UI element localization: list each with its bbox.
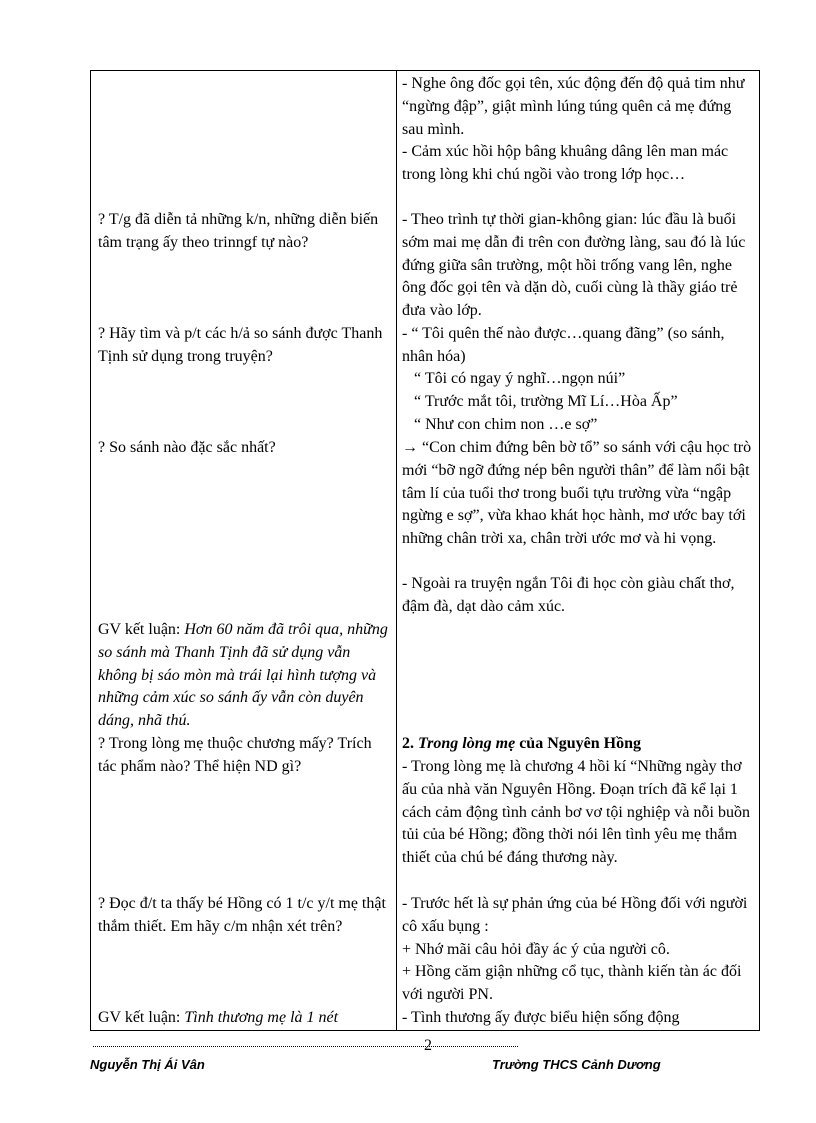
footer-school: Trường THCS Cảnh Dương	[492, 1057, 661, 1072]
teacher-conclusion-label: GV kết luận:	[98, 621, 185, 638]
quote-line: “ Trước mắt tôi, trường Mĩ Lí…Hòa Ấp”	[414, 393, 678, 410]
answer-column	[402, 71, 758, 1030]
answer-paragraph: - Tình thương ấy được biểu hiện sống động	[402, 1009, 680, 1026]
answer-paragraph: - “ Tôi quên thế nào được…quang đãng” (so sánh, nhân hóa)	[402, 325, 725, 365]
answer-paragraph: → “Con chim đứng bên bờ tổ” so sánh với cậu học trò mới “bỡ ngỡ đứng nép bên người thân” để làm nổi bật tâm lí của tuổi thơ trong buổi tựu trường vừa “ngập ngừng e sợ”, vừa khao khát học hành, mơ ước bay tới những chân trời xa, chân trời ước mơ và hi vọng.	[402, 439, 752, 548]
answer-paragraph: - Cảm xúc hồi hộp bâng khuâng dâng lên man mác trong lòng khi chú ngồi vào trong lớp học…	[402, 143, 729, 183]
section-author: của Nguyên Hồng	[515, 735, 641, 752]
section-number: 2.	[402, 735, 418, 752]
question-narrative-order: ? T/g đã diễn tả những k/n, những diễn biến tâm trạng ấy theo trinngf tự nào?	[98, 211, 379, 251]
answer-paragraph: + Hồng căm giận những cổ tục, thành kiến tàn ác đối với người PN.	[402, 963, 742, 1003]
teacher-conclusion-text: Hơn 60 năm đã trôi qua, những so sánh mà Thanh Tịnh đã sử dụng vẫn không bị sáo mòn mà trái lại hình tượng và những cảm xúc so sánh ấy vẫn còn duyên dáng, nhã thú.	[98, 621, 388, 730]
answer-paragraph: - Trước hết là sự phản ứng của bé Hồng đối với người cô xấu bụng :	[402, 895, 748, 935]
answer-paragraph: - Trong lòng mẹ là chương 4 hồi kí “Những ngày thơ ấu của nhà văn Nguyên Hồng. Đoạn trích đã kể lại 1 cách cảm động tình cảnh bơ vơ tội nghiệp và nỗi buồn tủi của bé Hồng; đồng thời nói lên tình yêu mẹ thắm thiết của chú bé đáng thương này.	[402, 758, 750, 867]
quote-line: “ Như con chim non …e sợ”	[414, 416, 598, 433]
question-comparison-images: ? Hãy tìm và p/t các h/ả so sánh được Thanh Tịnh sử dụng trong truyện?	[98, 325, 383, 365]
quote-line: “ Tôi có ngay ý nghĩ…ngọn núi”	[414, 370, 626, 387]
answer-paragraph: - Nghe ông đốc gọi tên, xúc động đến độ quả tim như “ngừng đập”, giật mình lúng túng quên cả mẹ đứng sau mình.	[402, 75, 745, 138]
page-number: 2	[424, 1037, 432, 1054]
teacher-conclusion-label: GV kết luận:	[98, 1009, 185, 1026]
answer-paragraph: - Theo trình tự thời gian-không gian: lúc đầu là buổi sớm mai mẹ dẫn đi trên con đường làng, sau đó là lúc đứng giữa sân trường, một hồi trống vang lên, nghe ông đốc gọi tên và dặn dò, cuối cùng là thầy giáo trẻ đưa vào lớp.	[402, 211, 746, 320]
section-heading	[402, 733, 754, 756]
question-column	[98, 71, 390, 1030]
content-table	[90, 70, 760, 1031]
question-best-comparison: ? So sánh nào đặc sắc nhất?	[98, 439, 276, 456]
answer-paragraph: - Ngoài ra truyện ngắn Tôi đi học còn giàu chất thơ, đậm đà, dạt dào cảm xúc.	[402, 575, 735, 615]
question-chapter: ? Trong lòng mẹ thuộc chương mấy? Trích tác phẩm nào? Thể hiện ND gì?	[98, 735, 372, 775]
teacher-conclusion-2	[98, 1007, 390, 1030]
section-title: Trong lòng mẹ	[418, 735, 516, 752]
answer-paragraph: + Nhớ mãi câu hỏi đầy ác ý của người cô.	[402, 941, 670, 958]
teacher-conclusion-1	[98, 619, 390, 733]
footer-dotted-line	[93, 1046, 518, 1047]
footer-author: Nguyễn Thị Ái Vân	[90, 1057, 205, 1072]
question-love-for-mother: ? Đọc đ/t ta thấy bé Hồng có 1 t/c y/t mẹ thật thắm thiết. Em hãy c/m nhận xét trên?	[98, 895, 386, 935]
column-divider	[396, 71, 397, 1030]
teacher-conclusion-text: Tình thương mẹ là 1 nét	[184, 1009, 339, 1026]
